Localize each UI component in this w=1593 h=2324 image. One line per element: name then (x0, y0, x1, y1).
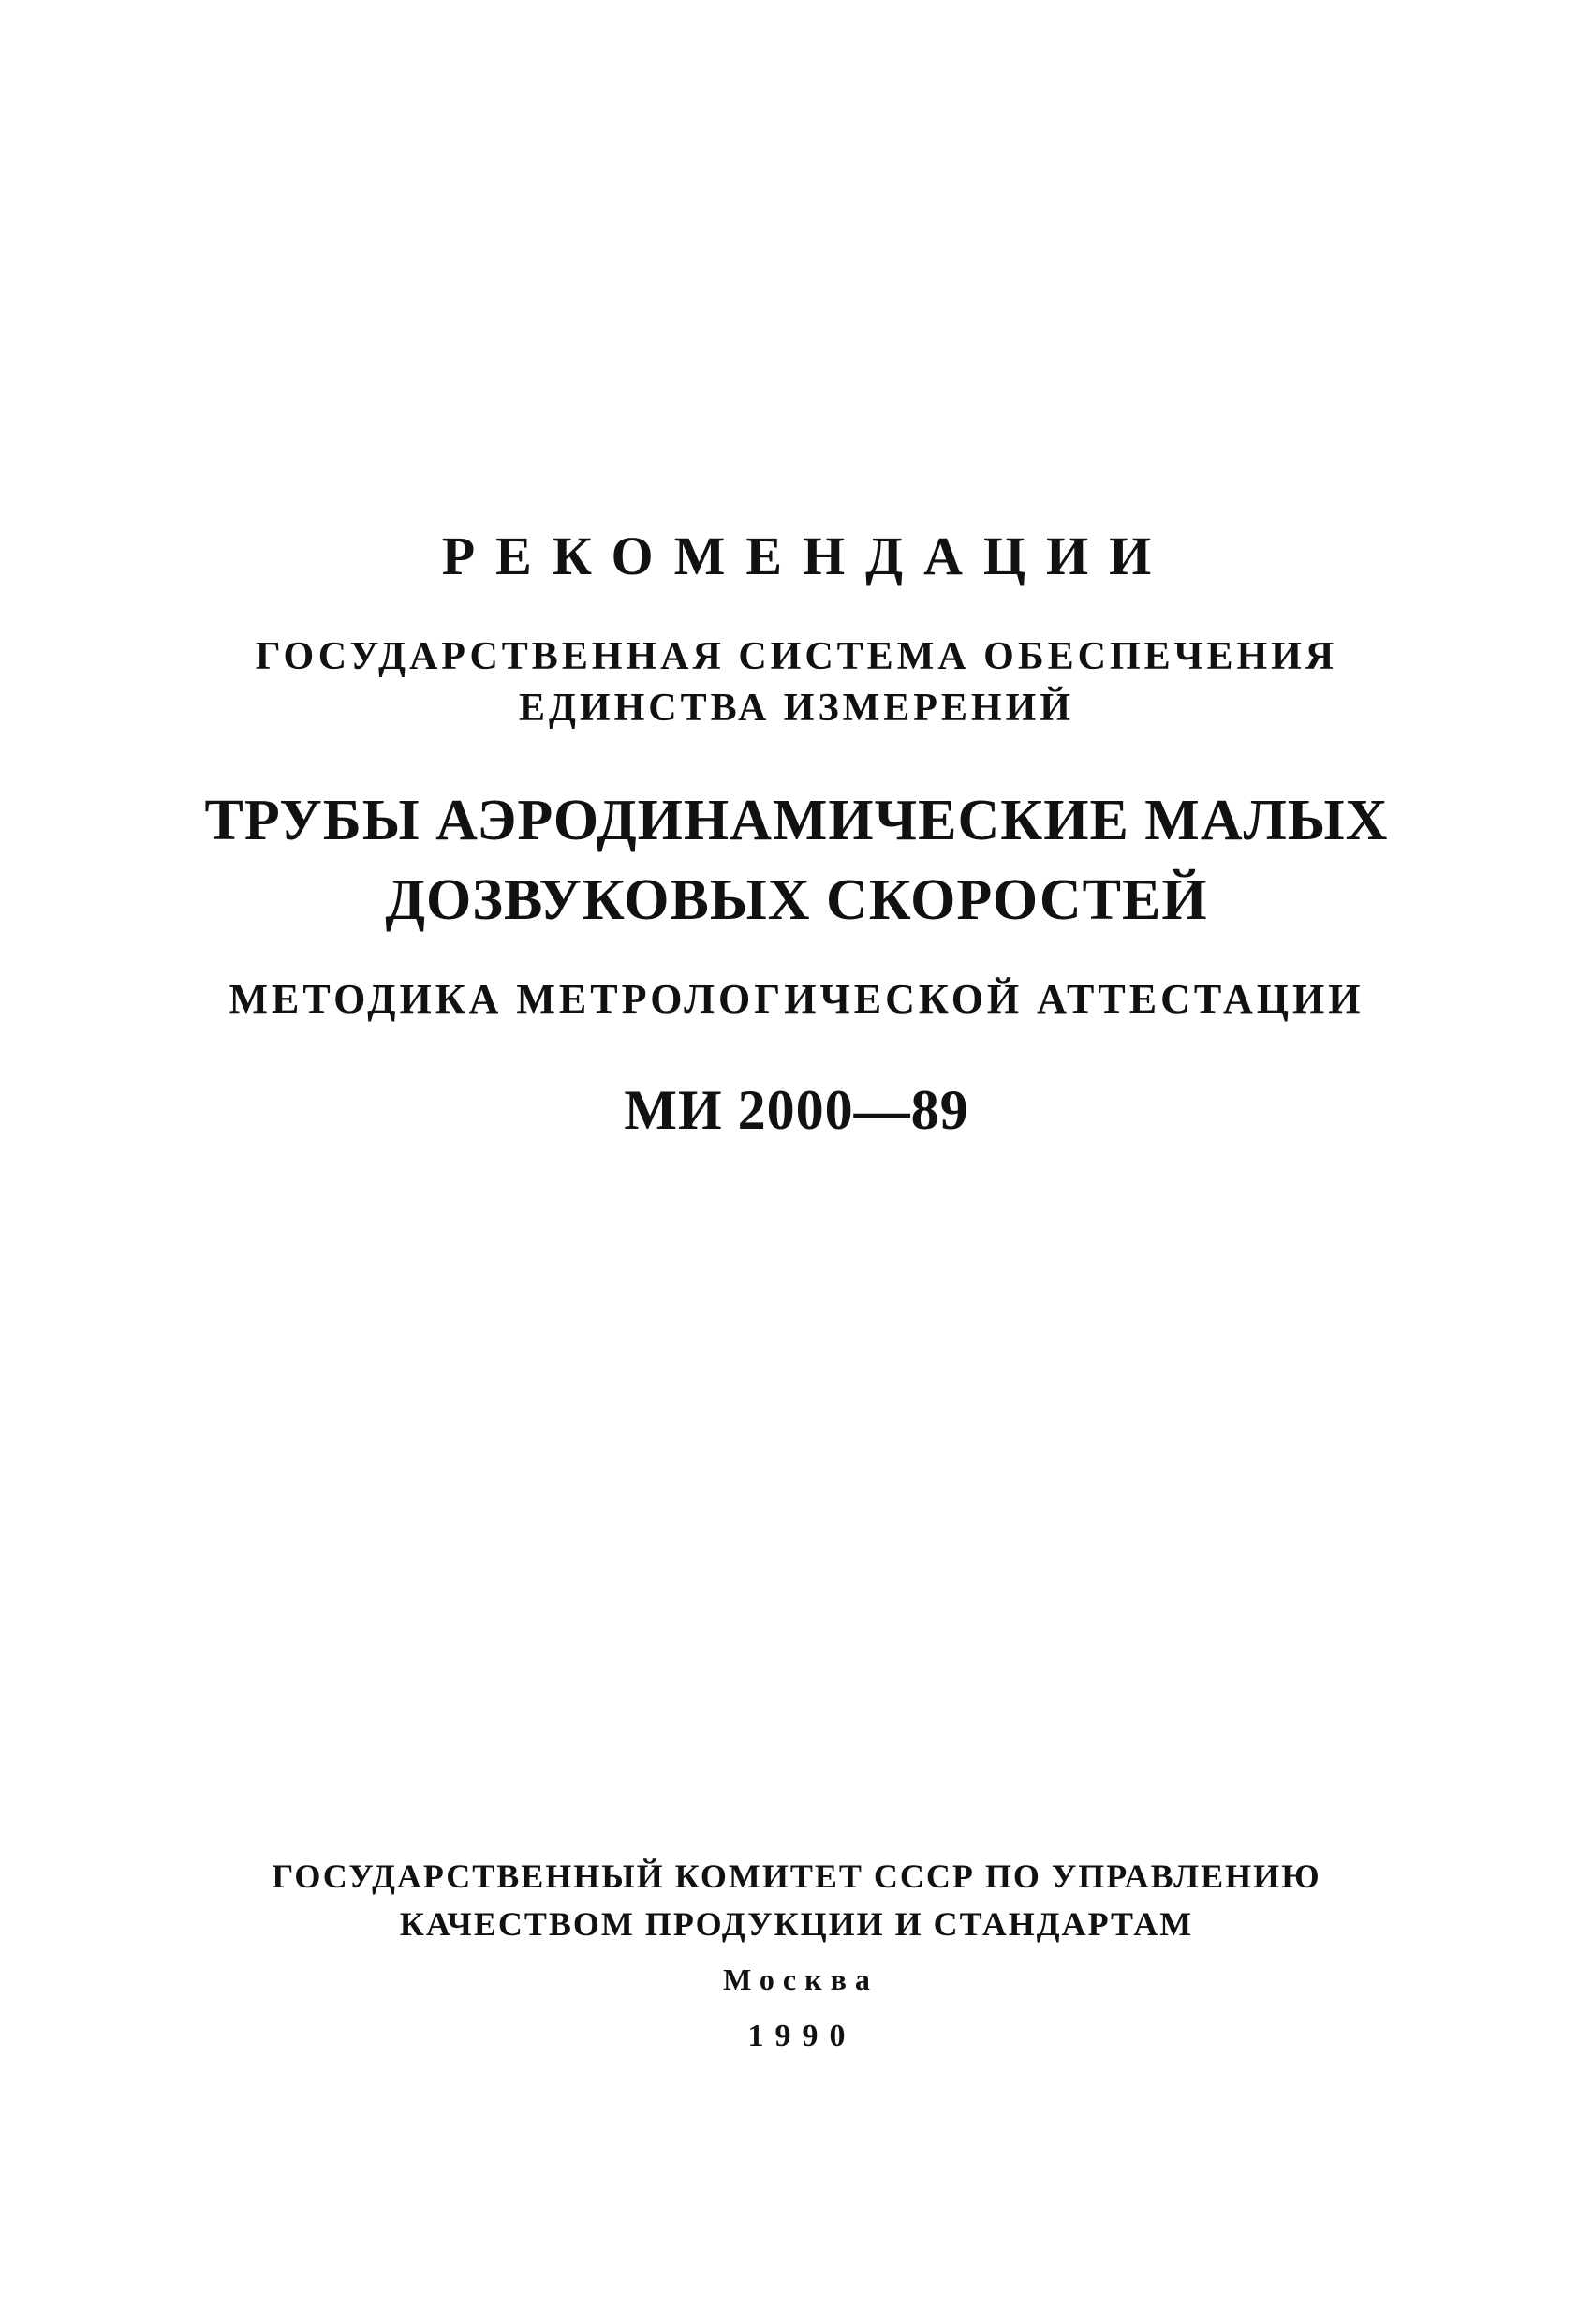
document-title-line-2: ДОЗВУКОВЫХ СКОРОСТЕЙ (385, 868, 1208, 932)
publication-city: Москва (723, 1962, 878, 1996)
publisher-line-2: КАЧЕСТВОМ ПРОДУКЦИИ И СТАНДАРТАМ (399, 1905, 1194, 1943)
system-name-line-1: ГОСУДАРСТВЕННАЯ СИСТЕМА ОБЕСПЕЧЕНИЯ (255, 635, 1338, 678)
system-name-line-2: ЕДИНСТВА ИЗМЕРЕНИЙ (519, 687, 1074, 730)
document-subtitle: МЕТОДИКА МЕТРОЛОГИЧЕСКОЙ АТТЕСТАЦИИ (229, 976, 1364, 1022)
series-label: РЕКОМЕНДАЦИИ (441, 525, 1173, 586)
publisher-line-1: ГОСУДАРСТВЕННЫЙ КОМИТЕТ СССР ПО УПРАВЛЕНИЮ (272, 1858, 1321, 1895)
document-title-line-1: ТРУБЫ АЭРОДИНАМИЧЕСКИЕ МАЛЫХ (204, 789, 1389, 852)
document-number: МИ 2000—89 (624, 1079, 969, 1141)
publication-year: 1990 (747, 2019, 857, 2053)
